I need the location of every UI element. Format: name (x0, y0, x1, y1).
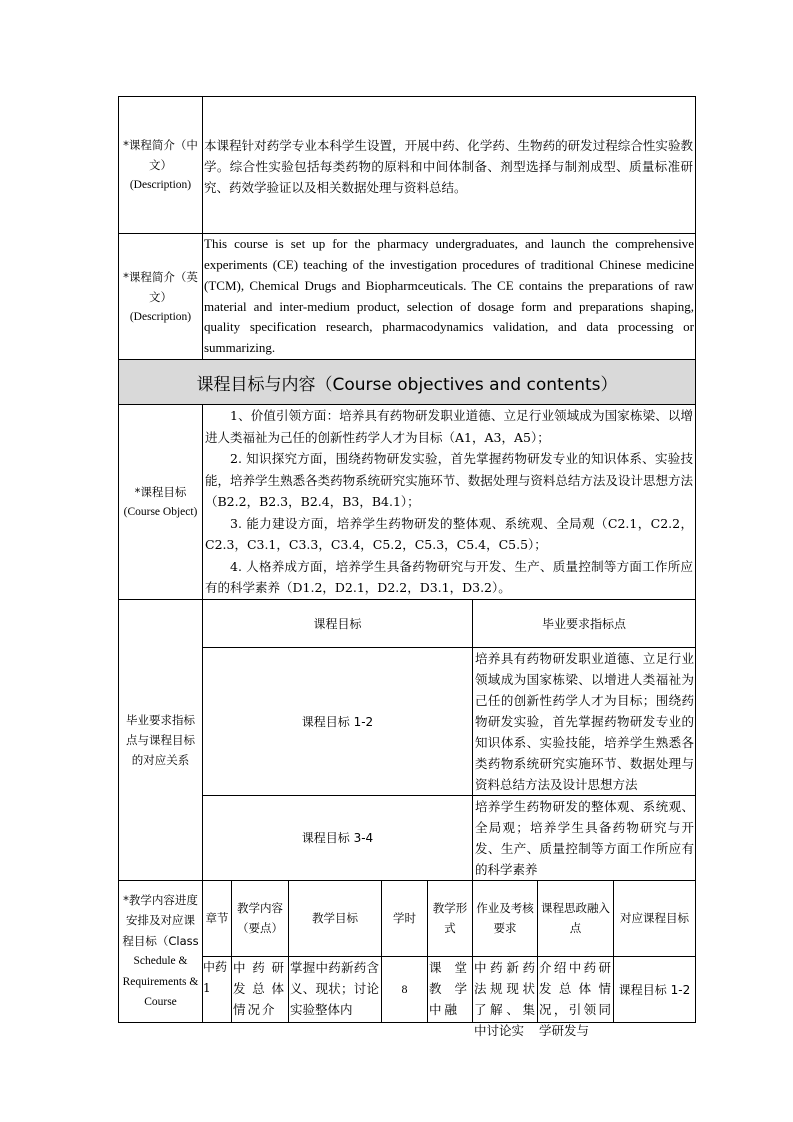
objectives-label: *课程目标 (Course Object) (119, 405, 203, 600)
schedule-homework: 中药新药法规现状了解、集中讨论实 (473, 956, 538, 1022)
schedule-chapter: 中药1 (203, 956, 232, 1022)
schedule-goal: 掌握中药新药含义、现状；讨论实验整体内 (289, 956, 382, 1022)
schedule-header-target: 对应课程目标 (614, 880, 696, 956)
schedule-ideology: 介绍中药研发总体情况，引领同学研发与 (538, 956, 614, 1022)
mapping-label: 毕业要求指标 点与课程目标 的对应关系 (119, 599, 203, 880)
description-cn-text: 本课程针对药学专业本科学生设置，开展中药、化学药、生物药的研发过程综合性实验教学。综合性实验包括每类药物的原料和中间体制备、剂型选择与制剂成型、质量标准研究、药效学验证以及相关数据处理与资料总结。 (204, 138, 694, 195)
schedule-hours: 8 (382, 956, 428, 1022)
mapping-requirement-1: 培养具有药物研发职业道德、立足行业领域成为国家栋梁、以增进人类福祉为己任的创新性药学人才为目标；围绕药物研发实验，首先掌握药物研发专业的知识体系、实验技能，培养学生熟悉各类药物系统研究实施环节、数据处理与资料总结方法及设计思想方法 (473, 647, 696, 795)
syllabus-table (118, 96, 696, 1038)
schedule-content: 中药研发总体情况介 (232, 956, 289, 1022)
description-en-cell (203, 234, 696, 360)
mapping-objective-1: 课程目标 1-2 (203, 647, 473, 795)
mapping-row-1 (119, 647, 696, 795)
objective-item-3: 3. 能力建设方面，培养学生药物研发的整体观、系统观、全局观（C2.1，C2.2，C2.3，C3.1，C3.3，C3.4，C5.2，C5.3，C5.4，C5.5）； (205, 515, 694, 552)
schedule-header-goal: 教学目标 (289, 880, 382, 956)
schedule-target: 课程目标 1-2 (614, 956, 696, 1022)
schedule-header-row (119, 880, 696, 956)
objective-item-1: 1、价值引领方面：培养具有药物研发职业道德、立足行业领域成为国家栋梁、以增进人类福祉为己任的创新性药学人才为目标（A1，A3，A5）； (205, 408, 694, 445)
objectives-cell (203, 405, 696, 600)
objective-item-4: 4. 人格养成方面，培养学生具备药物研究与开发、生产、质量控制等方面工作所应有的科学素养（D1.2，D2.1，D2.2，D3.1，D3.2）。 (205, 558, 694, 595)
schedule-form: 课堂教学中融 (428, 956, 473, 1022)
schedule-label: *教学内容进度 安排及对应课 程目标（Class Schedule & Requirements & Course (119, 880, 203, 1022)
schedule-header-homework: 作业及考核要求 (473, 880, 538, 956)
objective-item-2: 2. 知识探究方面，围绕药物研发实验，首先掌握药物研发专业的知识体系、实验技能，培养学生熟悉各类药物系统研究实施环节、数据处理与资料总结方法及设计思想方法（B2.2，B2.3，B2.4，B3，B4.1）； (205, 451, 694, 509)
schedule-header-chapter: 章节 (203, 880, 232, 956)
mapping-header-row (119, 599, 696, 647)
description-en-text: This course is set up for the pharmacy undergraduates, and launch the comprehensive experiments (CE) teaching of the investigation procedures of traditional Chinese medicine (TCM), Chemical Drugs and Biopharmceuticals. The CE contains the preparations of raw material and inter-medium product, selection of dosage form and preparations shaping, quality specification research, pharmacodynamics validation, and data processing or summarizing. (204, 236, 695, 356)
objectives-row (119, 405, 696, 600)
schedule-header-hours: 学时 (382, 880, 428, 956)
schedule-header-content: 教学内容（要点） (232, 880, 289, 956)
schedule-header-form: 教学形式 (428, 880, 473, 956)
section-title-row (119, 360, 696, 405)
mapping-requirement-2: 培养学生药物研发的整体观、系统观、全局观；培养学生具备药物研究与开发、生产、质量控制等方面工作所应有的科学素养 (473, 795, 696, 880)
mapping-row-2 (119, 795, 696, 880)
mapping-col-objective-header: 课程目标 (203, 599, 473, 647)
course-syllabus-page (118, 96, 695, 1038)
description-cn-cell (203, 97, 696, 234)
schedule-header-ideology: 课程思政融入点 (538, 880, 614, 956)
section-title: 课程目标与内容（Course objectives and contents） (119, 360, 696, 405)
mapping-objective-2: 课程目标 3-4 (203, 795, 473, 880)
description-en-label: *课程简介（英 文） (Description) (119, 234, 203, 360)
schedule-row-1 (119, 956, 696, 1022)
description-cn-label: *课程简介（中 文） (Description) (119, 97, 203, 234)
description-cn-row (119, 97, 696, 234)
mapping-col-requirement-header: 毕业要求指标点 (473, 599, 696, 647)
description-en-row (119, 234, 696, 360)
